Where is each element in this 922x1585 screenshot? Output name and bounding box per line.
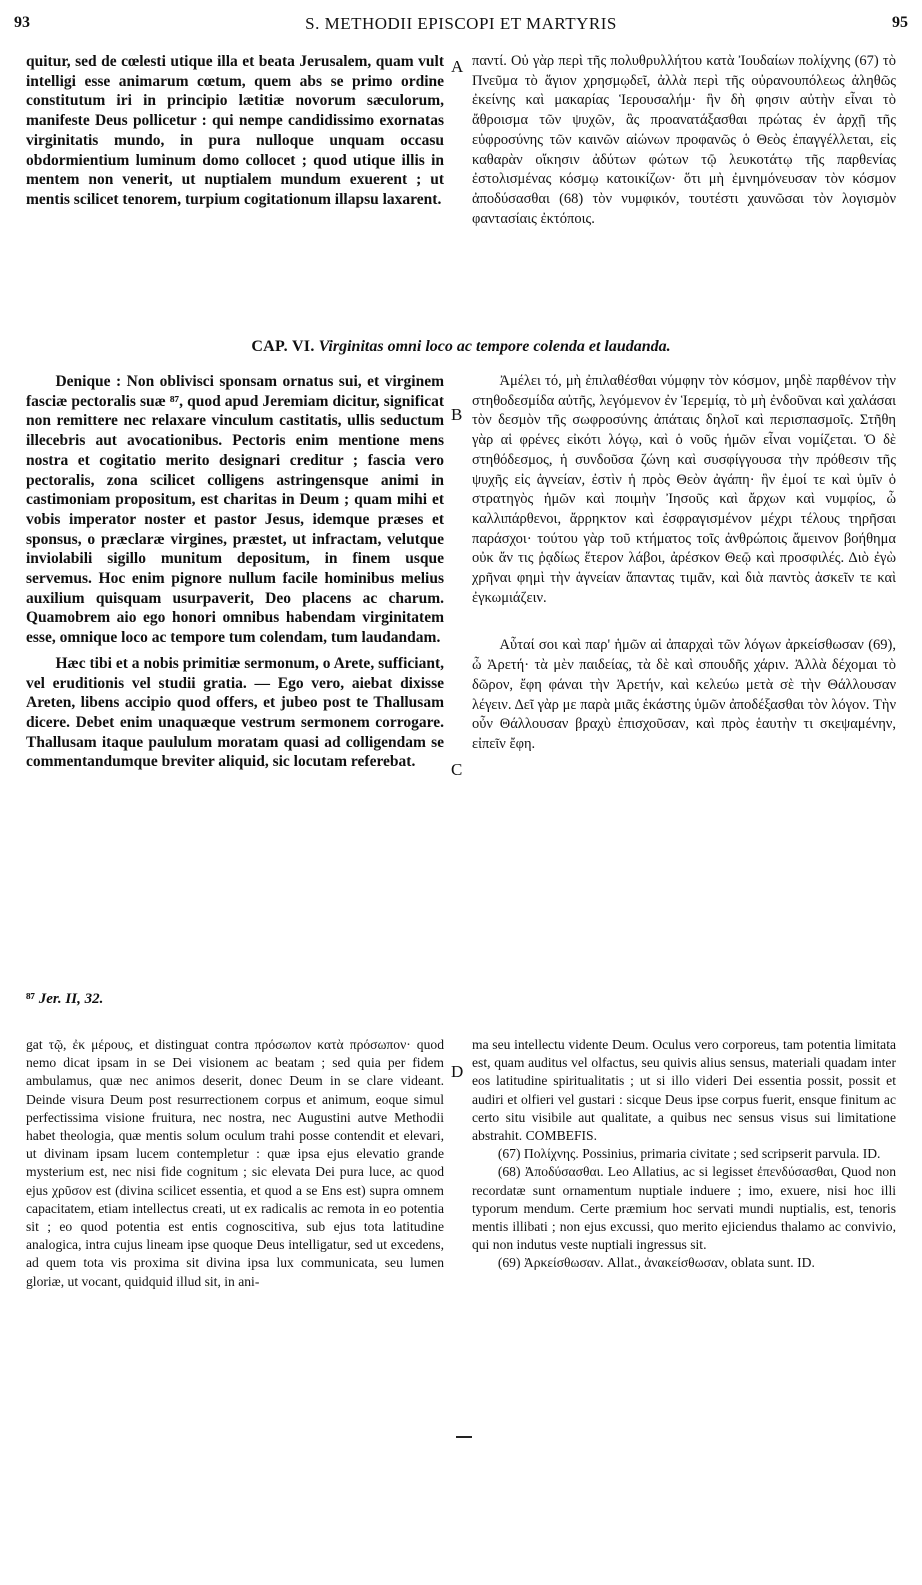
marker-a: A xyxy=(451,57,464,76)
top-greek-column xyxy=(472,52,896,229)
chapter-title: Virginitas omni loco ac tempore colenda et laudanda. xyxy=(318,338,671,355)
latin-paragraph-1: Denique : Non oblivisci sponsam ornatus sui, et virginem fasciæ pectoralis suæ ⁸⁷, quod apud Jeremiam dicitur, significat non remittere nec relaxare vinculum castitatis, ullis seductum illecebris aut avocationibus. Pectoris enim mentione mens nostra et cogitatio merito designari creditur ; fascia vero pectoralis, zona scilicet colligens astringensque animi in castimoniam propositum, est charitas in Deum ; quam mihi et vobis imperator noster et pastor Jesus, idemque præses et sponsus, o præclaræ virgines, præstet, ut infractam, velutque inviolabili sigillo munitum depositum, in finem usque servemus. Hoc enim pignore nullum facile hominibus melius auxilium quisquam usurpaverit, Deo placens ac charum. Quamobrem aio ego honori omnibus habendam virginitatem esse, omnique loco ac tempore tum colendam, tum laudandam. xyxy=(26,373,444,647)
chapter-heading xyxy=(0,338,922,356)
scripture-footnote xyxy=(26,991,103,1008)
marker-d: D xyxy=(451,1062,464,1081)
note-67: (67) Πολίχνης. Possinius, primaria civitate ; sed scripserit parvula. ID. xyxy=(497,1146,881,1162)
greek-paragraph-1: Ἀμέλει τό, μὴ ἐπιλαθέσθαι νύμφην τὸν κόσμον, μηδὲ παρθένον τὴν στηθοδεσμίδα αὐτῆς, λεγόμενον ἐν Ἱερεμίᾳ, τὸ μὴ ἐνδοῦναι καὶ χαλάσαι τὸν δεσμὸν τῆς σωφροσύνης ἀπάταις δηλοῖ καὶ περισπασμοῖς. Στῆθη γὰρ αἱ φρένες εἰκότι λόγῳ, καὶ ὁ νοῦς ἡμῶν εἶναι νομίζεται. Ὁ δὲ στηθόδεσμος, ἡ συνδοῦσα ζώνη καὶ συσφίγγουσα τὴν πρόθεσιν τῆς ψυχῆς εἰς ἁγνείαν, ἐστὶν ἡ πρὸς Θεὸν ἀγάπη· ἣν ἐμοί τε καὶ ὑμῖν ὁ στρατηγὸς ἡμῶν καὶ ποιμὴν Ἰησοῦς καὶ ἄρχων καὶ νυμφίος, ὦ καλλιπάρθενοι, ἄρρηκτον καὶ ἐσφραγισμένον μέχρι τέλους τηρῆσαι παράσχοι· τούτου γὰρ τοῦ κτήματος τοῖς ἀνθρώποις ἄμεινον βοήθημα οὐκ ἄν τις ῥᾳδίως ἕτερον λάβοι, ἀρέσκον Θεῷ καὶ προσφιλές. Διὸ ἐγὼ χρῆναι φημὶ τὴν ἁγνείαν ἅπαντας τιμᾶν, καὶ διὰ παντὸς ἀσκεῖν τε καὶ ἐγκωμιάζειν. xyxy=(472,373,896,606)
middle-latin-column xyxy=(26,372,444,772)
note-69: (69) Ἀρκείσθωσαν. Allat., ἀνακείσθωσαν, oblata sunt. ID. xyxy=(497,1255,815,1271)
end-rule xyxy=(456,1436,472,1438)
note-68: (68) Ἀποδύσασθαι. Leo Allatius, ac si legisset ἐπενδύσασθαι, Quod non recordatæ sunt ornamentum nuptiale induere ; imo, exuere, nisi hoc illi typorum mendum. Certe præmium hoc servati mundi nuptialis, est, tenoris mentis illibati ; non ejus excussi, quo merito ejiciendus thalamo ac convivio, qui non indutus veste nuptiali ingressus sit. xyxy=(472,1164,896,1253)
marker-c: C xyxy=(451,760,463,779)
page-number-left: 93 xyxy=(14,14,30,31)
running-title: S. METHODII EPISCOPI ET MARTYRIS xyxy=(305,14,617,33)
footnote-reference: Jer. II, 32. xyxy=(38,991,104,1007)
footnote-number: ⁸⁷ xyxy=(26,991,35,1007)
top-latin-text: quitur, sed de cœlesti utique illa et beata Jerusalem, quam vult intelligi esse animarum cœtum, quem abs se primo ordine constitutum iri in principio lætitiæ novorum sæculorum, manifeste Deus pollicetur : qui nempe candidissimo exornatas virginitatis mundo, in pura nulloque unquam occasu obdormientium luminum domo collocet ; quod utique illis in mentem non venerit, ut nuptialem mundum exuerent ; ut mentis scilicet tenorem, turpium cogitationum illapsu laxarent. xyxy=(26,53,444,208)
latin-paragraph-2: Hæc tibi et a nobis primitiæ sermonum, o Arete, sufficiant, vel eruditionis vel studii gratia. — Ego vero, aiebat dixisse Areten, libens accipio quod offers, et jubeo post te Thallusam dicere. Debet enim unaquæque vestrum sermonem corrogare. Thallusam itaque paululum moratam quasi ad colligendam se commentandumque breviter aliquid, sic locutam referebat. xyxy=(26,654,444,771)
page-number-right: 95 xyxy=(892,14,908,31)
chapter-number: CAP. VI. xyxy=(251,338,315,355)
notes-right-continuation: ma seu intellectu vidente Deum. Oculus vero corporeus, tam potentia limitata est, quam auditus vel olfactus, seu quivis alius sensus, materiali quadam inter eos latitudine spiritualitatis ; ut si illo videri Dei essentia possit, possit et audiri et olfieri vel gustari : sicque Deus ipse corpus fuerit, ensque finitum ac certo situ visibile aut qualitate, a quibus nec sensus visus sui limitatione abstrahit. COMBEFIS. xyxy=(472,1037,896,1144)
notes-right-column xyxy=(472,1036,896,1273)
marker-b: B xyxy=(451,405,463,424)
notes-left-column xyxy=(26,1036,444,1291)
middle-greek-column xyxy=(472,372,896,755)
top-greek-text: παντί. Οὐ γὰρ περὶ τῆς πολυθρυλλήτου κατὰ Ἰουδαίων πολίχνης (67) τὸ Πνεῦμα τὸ ἅγιον χρησμῳδεῖ, ἀλλὰ περὶ τῆς οὐρανουπόλεως ἀληθῶς ἐκείνης καὶ μακαρίας Ἱερουσαλήμ· ἣν δὴ φησιν αὐτὴν εἶναι τὸ ἄθροισμα τῶν ψυχῶν, ἃς προανατάξασθαι πρώτας ἐν ἀρχῇ τῆς εὐφροσύνης τῶν καινῶν αἰώνων προφανῶς ὁ Θεὸς ἐπαγγέλλεται, εἰς καθαρὰν οἴκησιν ἀδύτων φώτων τῷ λευκοτάτῳ τῆς παρθενίας ἐστολισμένας κόσμῳ κατοικίζων· ὅτι μὴ ἐμνημόνευσαν τὸν κόσμον ἀποδύσασθαι (68) τὸν νυμφικόν, τουτέστι χαυνῶσαι τὸν λογισμὸν φαντασίαις ἐκτόποις. xyxy=(472,53,896,227)
notes-left-text: gat τῷ, ἐκ μέρους, et distinguat contra πρόσωπον κατὰ πρόσωπον· quod nemo dicat ipsam in se Dei visionem ac beatam ; sed quia per fidem ambulamus, quæ nec animos deserit, donec Deum in se clare videant. Deinde visura Deum post resurrectionem corpus et animum, eoque simul perfectissima visione fruitura, nec nostra, nec Augustini autve Methodii habet theologia, quæ mentis solum oculum trahi posse contendit et elevari, ut divinam ipsam lucem contempletur : quæ ipsa ejus elevatio grande mysterium est, nec nisi fide cognitum ; sic elevata Dei pura luce, ac quod ejus χρῦσον est (divina scilicet essentia, et quod a se Ens est) supra omnem capacitatem, etiam intellectus creati, ut ex radicalis ac remota in eo potentia sit ; eo quod potentia est entis cognoscitiva, sub ejus tota latitudine analogica, intra cujus lineam ipse quoque Deus intelligatur, sed ut excedens, ad quem tota vis proxima sit divina ipsa lux communicata, seu lumen gloriæ, ut vocant, quidquid illud sit, in ani- xyxy=(26,1037,444,1289)
top-latin-column xyxy=(26,52,444,210)
greek-paragraph-2: Αὗταί σοι καὶ παρ' ἡμῶν αἱ ἀπαρχαὶ τῶν λόγων ἀρκείσθωσαν (69), ὦ Ἀρετή· τὰ μὲν παιδείας, τὰ δὲ καὶ σπουδῆς χάριν. Ἀλλὰ δέχομαι τὸ δῶρον, ἔφη φάναι τὴν Ἀρετήν, καὶ κελεύω μετὰ σὲ τὴν Θάλλουσαν λέγειν. Δεῖ γὰρ με παρὰ μιᾶς ἑκάστης ὑμῶν ἀποδέξασθαι τὸν λόγον. Τὴν οὖν Θάλλουσαν βραχὺ ἐπισχοῦσαν, καὶ πρὸς ἑαυτὴν τι σκεψαμένην, εἰπεῖν ἔφη. xyxy=(472,637,896,752)
page-header xyxy=(14,14,908,38)
